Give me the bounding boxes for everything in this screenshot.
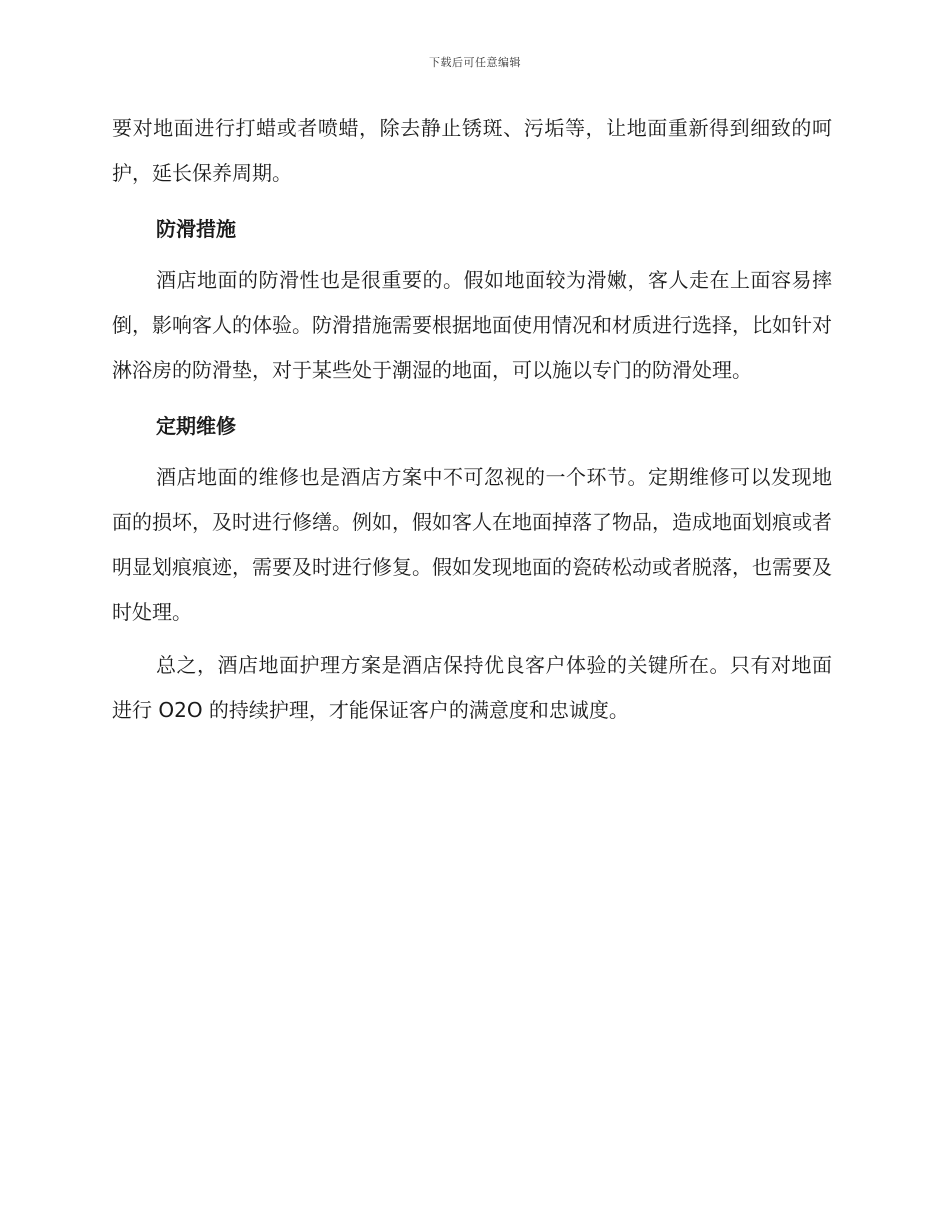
paragraph-waxing: 要对地面进行打蜡或者喷蜡，除去静止锈斑、污垢等，让地面重新得到细致的呵护，延长保养周期。: [112, 116, 832, 185]
page-header: 下载后可任意编辑: [429, 56, 521, 69]
paragraph-summary: 总之，酒店地面护理方案是酒店保持优良客户体验的关键所在。只有对地面进行 O2O 的持续护理，才能保证客户的满意度和忠诚度。: [112, 653, 832, 722]
heading-antislip: 防滑措施: [156, 217, 236, 241]
document-body: [112, 106, 832, 741]
paragraph-antislip: 酒店地面的防滑性也是很重要的。假如地面较为滑嫩，客人走在上面容易摔倒，影响客人的体验。防滑措施需要根据地面使用情况和材质进行选择，比如针对淋浴房的防滑垫，对于某些处于潮湿的地面，可以施以专门的防滑处理。: [112, 268, 832, 382]
heading-maintenance: 定期维修: [156, 414, 236, 438]
paragraph-maintenance: 酒店地面的维修也是酒店方案中不可忽视的一个环节。定期维修可以发现地面的损坏，及时进行修缮。例如，假如客人在地面掉落了物品，造成地面划痕或者明显划痕痕迹，需要及时进行修复。假如发现地面的瓷砖松动或者脱落，也需要及时处理。: [112, 465, 832, 624]
